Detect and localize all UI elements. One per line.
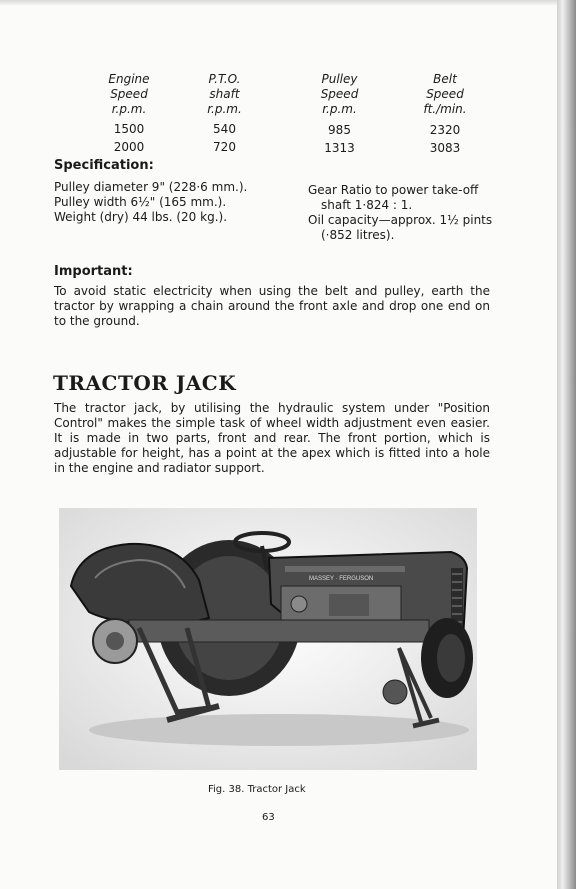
specification-left-list (54, 180, 247, 225)
table-cell: 540 (213, 121, 236, 136)
tractor-illustration (59, 508, 477, 770)
table-cell: 720 (213, 139, 236, 154)
spec-line: Gear Ratio to power take-off (308, 183, 479, 197)
page-top-edge (0, 0, 557, 6)
header-line: shaft (209, 87, 240, 101)
page-number: 63 (262, 812, 275, 823)
speed-table (96, 68, 498, 156)
specification-heading: Specification: (54, 158, 154, 173)
speed-table-header (96, 68, 498, 117)
table-cell: 2320 (429, 123, 461, 137)
header-line: Speed (320, 87, 359, 101)
spec-line: Weight (dry) 44 lbs. (20 kg.). (54, 210, 228, 224)
header-line: r.p.m. (111, 102, 147, 116)
header-line: Speed (110, 87, 148, 101)
specification-right-list (308, 183, 492, 243)
header-line: ft./min. (423, 102, 467, 116)
header-pulley-speed (287, 68, 392, 117)
spec-line: (·852 litres). (321, 228, 395, 242)
header-line: Belt (433, 72, 457, 86)
important-heading: Important: (54, 264, 133, 279)
header-engine-speed (96, 68, 162, 117)
table-row (96, 138, 498, 156)
header-belt-speed (392, 68, 498, 117)
table-cell: 3083 (429, 141, 461, 155)
header-line: r.p.m. (207, 102, 242, 116)
table-cell: 1313 (324, 141, 355, 155)
tractor-jack-photo (59, 508, 477, 770)
header-line: r.p.m. (322, 102, 357, 116)
section-heading: TRACTOR JACK (53, 371, 237, 395)
header-line: P.T.O. (208, 72, 241, 86)
table-row (96, 117, 498, 138)
section-paragraph: The tractor jack, by utilising the hydraulic system under "Position Control" makes the simple task of wheel width adjustment even easier. It is made in two parts, front and rear. The front portion, which is adjustable for height, has a point at the apex which is fitted into a hole in the engine and radiator support. (54, 401, 490, 475)
badge-text: MASSEY · FERGUSON (309, 576, 374, 582)
spec-line: Pulley width 6½" (165 mm.). (54, 195, 227, 209)
header-pto-shaft (162, 68, 287, 117)
spec-line: Oil capacity—approx. 1½ pints (308, 213, 493, 227)
page-edge (557, 0, 576, 889)
table-cell: 2000 (113, 139, 145, 154)
figure-caption: Fig. 38. Tractor Jack (208, 784, 306, 795)
spec-line: shaft 1·824 : 1. (321, 198, 413, 212)
important-paragraph: To avoid static electricity when using the belt and pulley, earth the tractor by wrapping a chain around the front axle and drop one end on to the ground. (54, 284, 490, 328)
header-line: Speed (426, 87, 464, 101)
header-line: Engine (108, 72, 150, 86)
spec-line: Pulley diameter 9" (228·6 mm.). (54, 180, 248, 194)
header-line: Pulley (321, 72, 358, 86)
table-cell: 1500 (113, 121, 145, 136)
table-cell: 985 (328, 123, 351, 137)
